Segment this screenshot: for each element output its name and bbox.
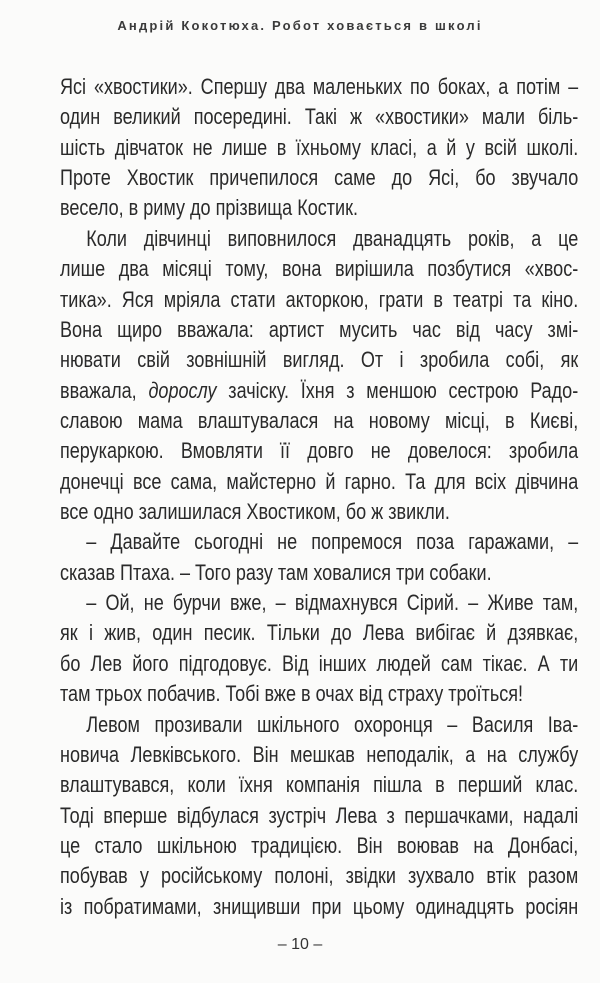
text-line: все одно залишилася Хвостиком, бо ж звикли. bbox=[60, 499, 450, 525]
text-line: Вона щиро вважала: артист мусить час від часу змі- bbox=[60, 316, 579, 342]
text-line: один великий посередині. Такі ж «хвостики» мали біль- bbox=[60, 104, 579, 130]
body-text bbox=[60, 72, 578, 922]
text-line: там трьох побачив. Тобі вже в очах від страху троїться! bbox=[60, 681, 524, 707]
text-line: Левом прозивали шкільного охоронця – Василя Іва- bbox=[86, 711, 579, 737]
text-line: новича Левківського. Він мешкав неподалік, а на службу bbox=[60, 741, 579, 767]
text-line: славою мама влаштувалася на новому місці, в Києві, bbox=[60, 407, 579, 433]
italic-emphasis: дорослу bbox=[148, 377, 217, 403]
text-line: сказав Птаха. – Того разу там ховалися три собаки. bbox=[60, 559, 492, 585]
text-line: влаштувався, коли їхня компанія пішла в перший клас. bbox=[60, 772, 579, 798]
text-line: донечці все сама, майстерно й гарно. Та для всіх дівчина bbox=[60, 468, 579, 494]
text-line: Коли дівчинці виповнилося дванадцять років, а це bbox=[86, 225, 579, 251]
page-number: – 10 – bbox=[277, 936, 323, 953]
text-line: бо Лев його підгодовує. Від інших людей сам тікає. А ти bbox=[60, 650, 579, 676]
text-line: Ясі «хвостики». Спершу два маленьких по боках, а потім – bbox=[60, 74, 579, 99]
text-line: Тоді вперше відбулася зустріч Лева з першачками, надалі bbox=[60, 802, 579, 828]
running-head-title: Андрій Кокотюха. Робот ховається в школі bbox=[117, 18, 483, 33]
text-line: Проте Хвостик причепилося саме до Ясі, бо звучало bbox=[60, 165, 579, 191]
text-line: це стало шкільною традицією. Він воював на Донбасі, bbox=[60, 832, 579, 858]
text-line: лише два місяці тому, вона вирішила позбутися «хвос- bbox=[60, 256, 579, 282]
text-line: як і жив, один песик. Тільки до Лева вибігає й дзявкає, bbox=[60, 620, 579, 646]
text-line: перукаркою. Вмовляти її довго не довелося: зробила bbox=[60, 438, 579, 464]
text-line bbox=[60, 376, 578, 406]
text-line: – Давайте сьогодні не попремося поза гаражами, – bbox=[86, 529, 579, 555]
text-span: вважала, bbox=[60, 377, 149, 403]
text-span: зачіску. Їхня з меншою сестрою Радо- bbox=[216, 377, 579, 403]
text-line: тика». Яся мріяла стати акторкою, грати в театрі та кіно. bbox=[60, 286, 579, 312]
text-line: побував у російському полоні, звідки зухвало втік разом bbox=[60, 863, 579, 889]
text-line: – Ой, не бурчи вже, – відмахнувся Сірий. – Живе там, bbox=[86, 590, 579, 616]
text-line: шість дівчаток не лише в їхньому класі, а й у всій школі. bbox=[60, 134, 579, 160]
text-line: весело, в риму до прізвища Костик. bbox=[60, 195, 359, 221]
text-line: нювати свій зовнішній вигляд. От і зробила собі, як bbox=[60, 347, 579, 373]
text-line: із побратимами, знищивши при цьому одинадцять росіян bbox=[60, 893, 579, 919]
